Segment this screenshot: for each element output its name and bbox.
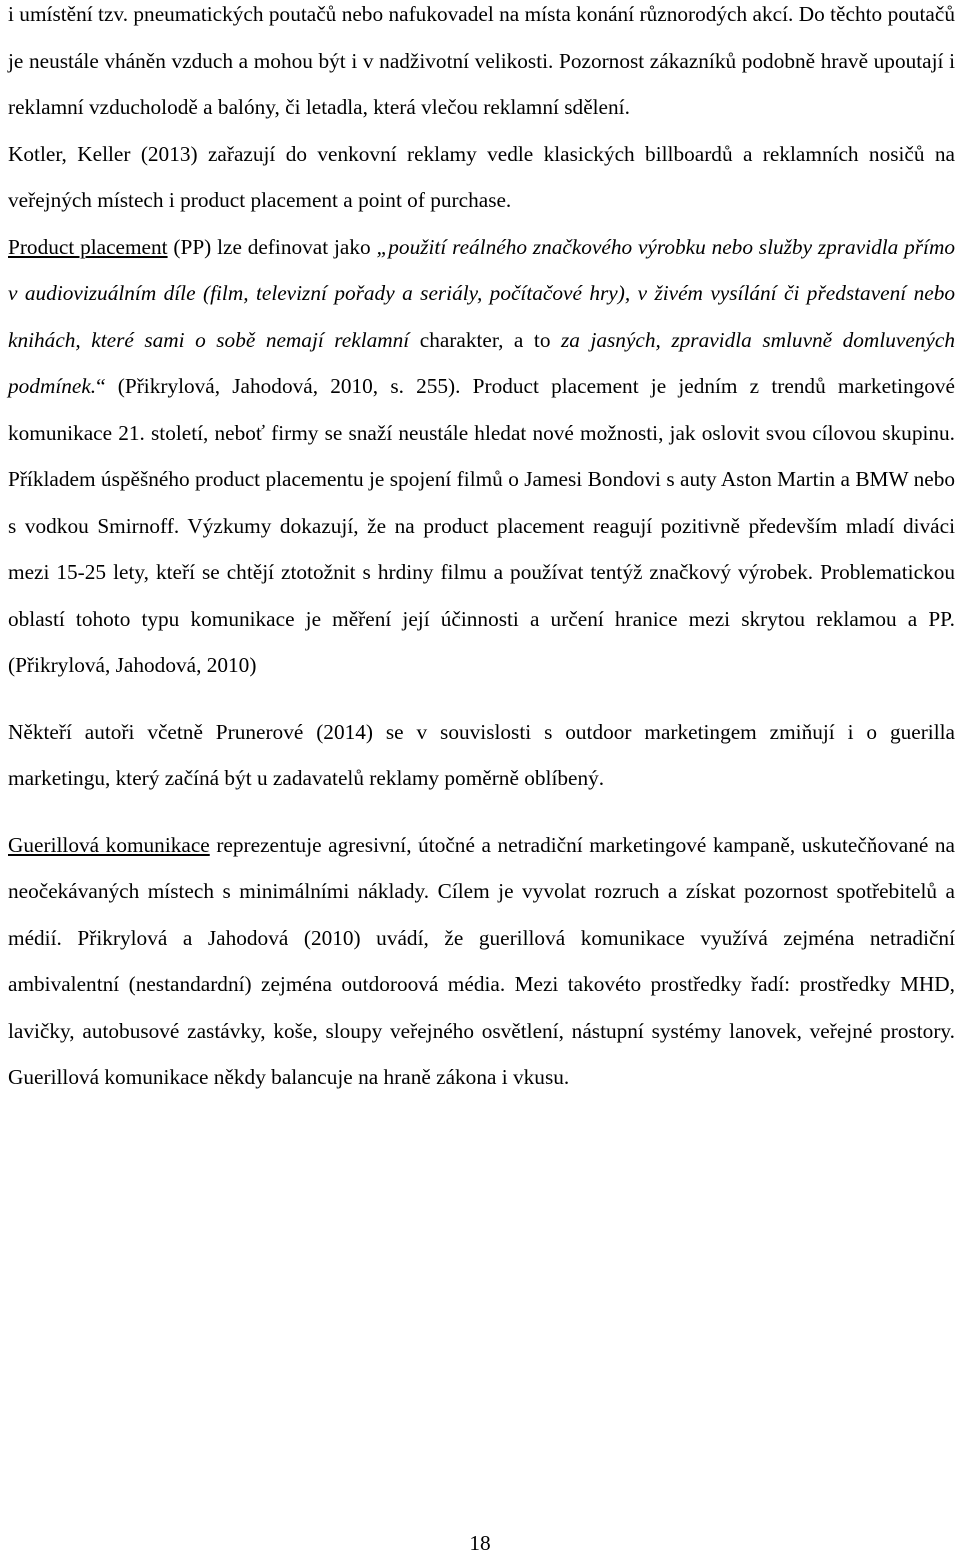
pp-quote-close: “: [96, 374, 106, 398]
paragraph-guerilla-communication: [8, 822, 955, 1101]
guerilla-text: reprezentuje agresivní, útočné a netradiční marketingové kampaně, uskutečňované na neočekávaných místech s minimálními náklady. Cílem je vyvolat rozruch a získat pozornost spotřebitelů a médií. Přikrylová a Jahodová (2010) uvádí, že guerillová komunikace využívá zejména netradiční ambivalentní (nestandardní) zejména outdoroová média. Mezi takovéto prostředky řadí: prostředky MHD, lavičky, autobusové zastávky, koše, sloupy veřejného osvětlení, nástupní systémy lanovek, veřejné prostory. Guerillová komunikace někdy balancuje na hraně zákona i vkusu.: [8, 832, 955, 1089]
pp-text-2: charakter, a to: [409, 327, 561, 352]
pp-definition-quote: „použití reálného značkového výrobku nebo služby zpravidla přímo v audiovizuálním díle (film, televizní pořady a seriály, počítačové hry), v živém vysílání či představení nebo knihách, které sami o sobě nemají reklamní: [8, 234, 955, 352]
page-number: 18: [469, 1531, 491, 1555]
pp-definition-quote-2: za jasných, zpravidla smluvně domluvených podmínek.: [8, 327, 955, 398]
term-product-placement: Product placement: [8, 234, 168, 259]
pp-text-3: (Přikrylová, Jahodová, 2010, s. 255). Product placement je jedním z trendů marketingové komunikace 21. století, neboť firmy se snaží neustále hledat nové možnosti, jak oslovit svou cílovou skupinu. Příkladem úspěšného product placementu je spojení filmů o Jamesi Bondovi s auty Aston Martin a BMW nebo s vodkou Smirnoff. Výzkumy dokazují, že na product placement reagují pozitivně především mladí diváci mezi 15-25 lety, kteří se chtějí ztotožnit s hrdiny filmu a používat tentýž značkový výrobek. Problematickou oblastí tohoto typu komunikace je měření její účinnosti a určení hranice mezi skrytou reklamou a PP. (Přikrylová, Jahodová, 2010): [8, 374, 955, 677]
document-body: [8, 0, 955, 1101]
paragraph-guerilla-intro: Někteří autoři včetně Prunerové (2014) se v souvislosti s outdoor marketingem zmiňují i o guerilla marketingu, který začíná být u zadavatelů reklamy poměrně oblíbený.: [8, 719, 955, 790]
paragraph-product-placement: [8, 224, 955, 689]
pp-text-1: (PP) lze definovat jako: [167, 234, 377, 259]
term-guerilla-communication: Guerillová komunikace: [8, 832, 210, 857]
paragraph-pneumatic-displays: i umístění tzv. pneumatických poutačů nebo nafukovadel na místa konání různorodých akcí. Do těchto poutačů je neustále vháněn vzduch a mohou být i v nadživotní velikosti. Pozornost zákazníků podobně hravě upoutají i reklamní vzducholodě a balóny, či letadla, která vlečou reklamní sdělení.: [8, 2, 955, 119]
paragraph-kotler-keller: Kotler, Keller (2013) zařazují do venkovní reklamy vedle klasických billboardů a reklamních nosičů na veřejných místech i product placement a point of purchase.: [8, 141, 955, 212]
